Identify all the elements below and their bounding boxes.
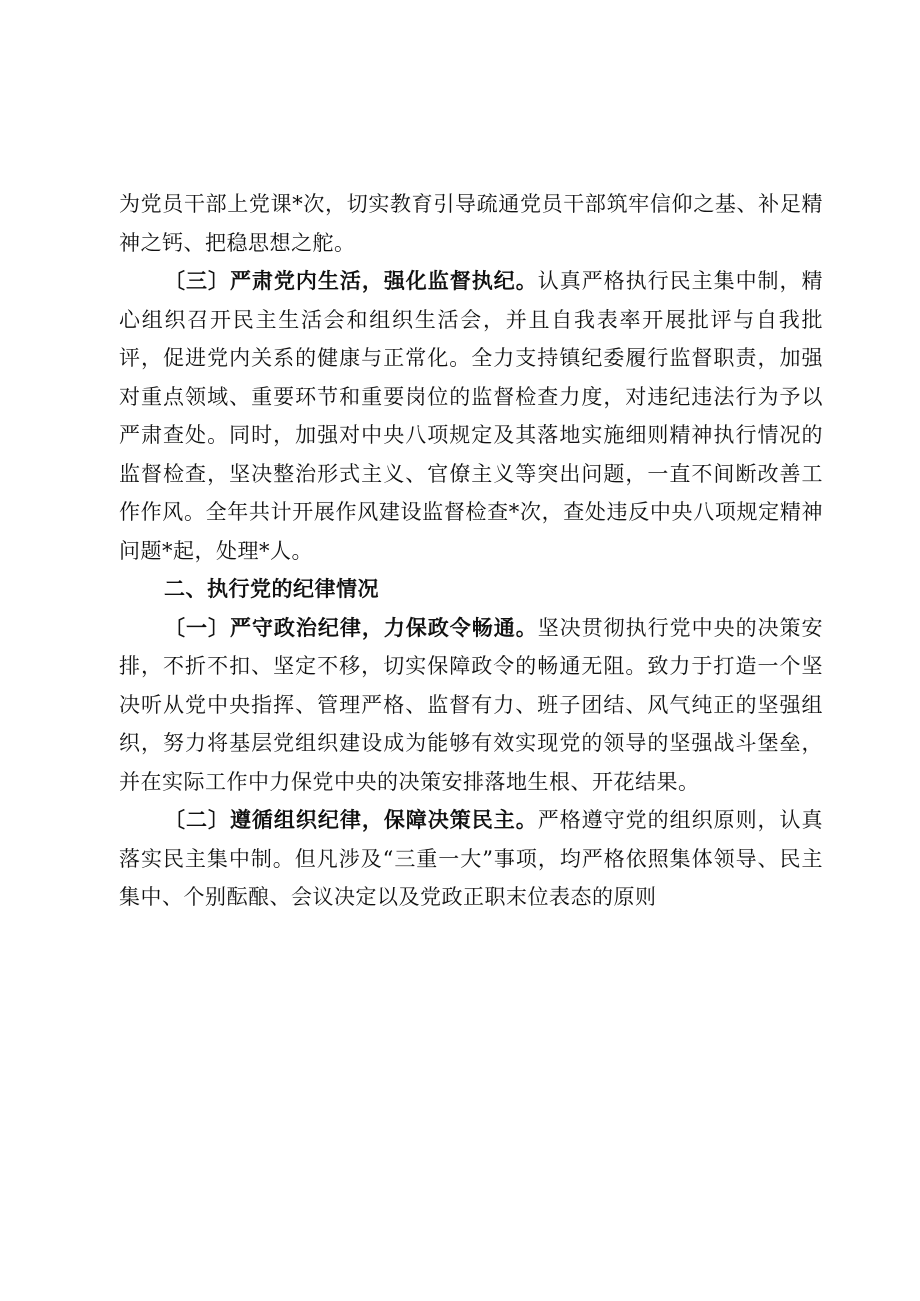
paragraph-text: 坚决贯彻执行党中央的决策安排，不折不扣、坚定不移，切实保障政令的畅通无阻。致力于打造一个坚决听从党中央指挥、管理严格、监督有力、班子团结、风气纯正的坚强组织，努力将基层党组织建设成为能够有效实现党的领导的坚强战斗堡垒，并在实际工作中力保党中央的决策安排落地生根、开花结果。 — [119, 615, 824, 794]
paragraph-continuation — [119, 185, 823, 262]
paragraph-supervision — [119, 262, 823, 570]
paragraph-text: 严格遵守党的组织原则，认真落实民主集中制。但凡涉及“三重一大”事项，均严格依照集体领导、民主集中、个别酝酿、会议决定以及党政正职末位表态的原则 — [119, 808, 824, 909]
paragraph-text: 为党员干部上党课*次，切实教育引导疏通党员干部筑牢信仰之基、补足精神之钙、把稳思想之舵。 — [119, 192, 823, 255]
paragraph-text: 认真严格执行民主集中制，精心组织召开民主生活会和组织生活会，并且自我表率开展批评与自我批评，促进党内关系的健康与正常化。全力支持镇纪委履行监督职责，加强对重点领域、重要环节和重要岗位的监督检查力度，对违纪违法行为予以严肃查处。同时，加强对中央八项规定及其落地实施细则精神执行情况的监督检查，坚决整治形式主义、官僚主义等突出问题，一直不间断改善工作作风。全年共计开展作风建设监督检查*次，查处违反中央八项规定精神问题*起，处理*人。 — [119, 269, 824, 563]
paragraph-organizational-discipline — [119, 801, 823, 917]
paragraph-lead-heading: 〔二〕遵循组织纪律，保障决策民主。 — [164, 808, 538, 832]
section-heading: 二、执行党的纪律情况 — [164, 577, 379, 601]
paragraph-lead-heading: 〔一〕严守政治纪律，力保政令畅通。 — [164, 615, 538, 640]
paragraph-political-discipline — [119, 609, 823, 802]
document-body — [119, 185, 823, 917]
paragraph-lead-heading: 〔三〕严肃党内生活，强化监督执纪。 — [164, 269, 538, 293]
